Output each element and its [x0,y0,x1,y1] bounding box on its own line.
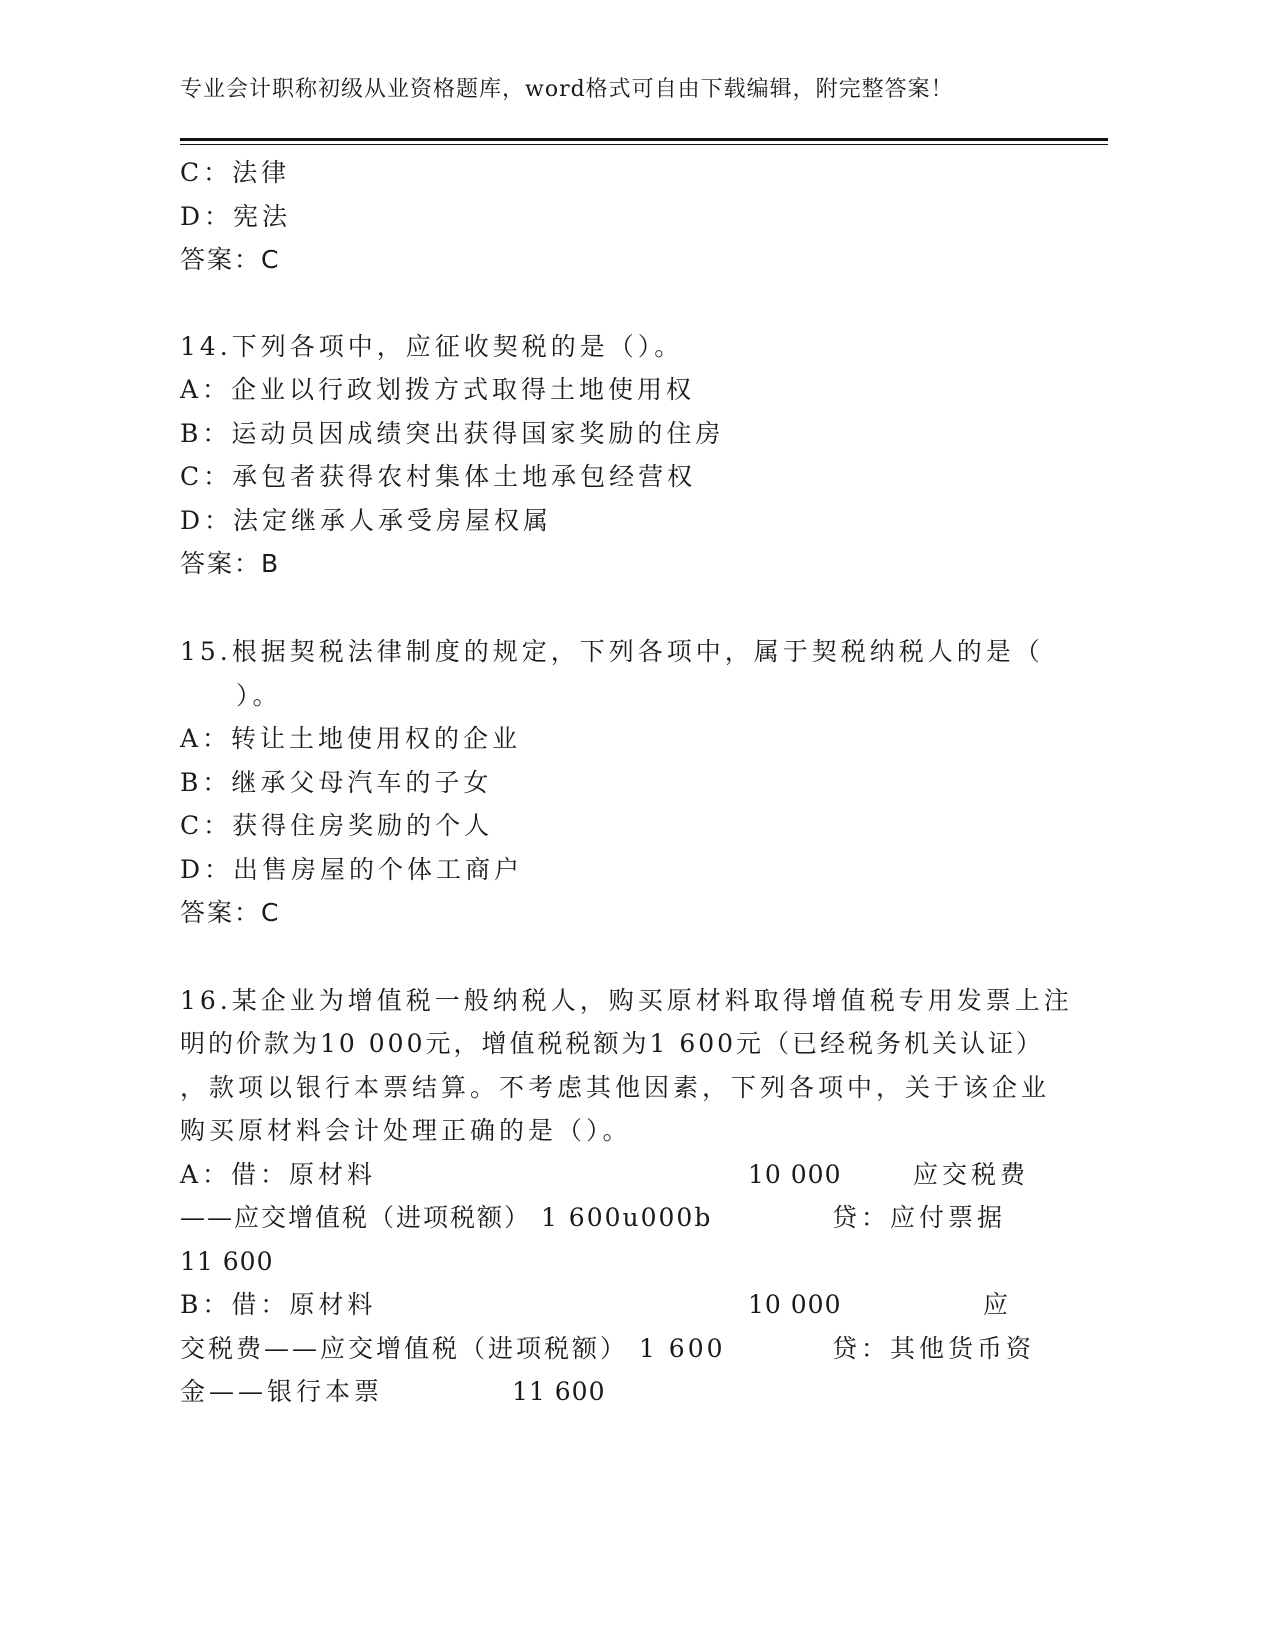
q15-option-a: A：转让土地使用权的企业 [180,724,522,753]
page-header: 专业会计职称初级从业资格题库，word格式可自由下载编辑，附完整答案！ [180,77,954,102]
q14-option-d: D：法定继承人承受房屋权属 [180,506,553,535]
q16-a-vat-line: ——应交增值税（进项税额） 1 600u000b [180,1203,713,1232]
q15-option-d: D：出售房屋的个体工商户 [180,855,524,884]
q16-a-credit-amount: 11 600 [180,1247,274,1276]
q16-a-credit-label: 贷：应付票据 [832,1203,1007,1232]
q14-option-c: C：承包者获得农村集体土地承包经营权 [180,462,697,491]
q15-stem-line2: ）。 [236,681,282,710]
q15-stem-line1: 15.根据契税法律制度的规定，下列各项中，属于契税纳税人的是（ [180,637,1044,666]
q15-option-c: C：获得住房奖励的个人 [180,811,494,840]
q16-stem-line2: 明的价款为10 000元，增值税税额为1 600元（已经税务机关认证） [180,1029,1045,1058]
q16-a-debit-label: A：借：原材料 [180,1160,377,1189]
q16-b-tax-label: 应 [983,1290,1013,1319]
q16-a-debit-amount: 10 000 [748,1160,842,1189]
header-rule-thick [180,138,1108,141]
q14-option-b: B：运动员因成绩突出获得国家奖励的住房 [180,419,725,448]
q16-b-debit-label: B：借：原材料 [180,1290,377,1319]
prev-option-c: C：法律 [180,158,291,187]
q14-stem: 14.下列各项中，应征收契税的是（）。 [180,332,684,361]
q16-a-tax-label: 应交税费 [913,1160,1030,1189]
prev-answer: 答案：C [180,245,281,274]
q14-option-a: A：企业以行政划拨方式取得土地使用权 [180,375,696,404]
prev-option-d: D：宪法 [180,202,292,231]
q16-stem-line1: 16.某企业为增值税一般纳税人，购买原材料取得增值税专用发票上注 [180,986,1073,1015]
q16-b-debit-amount: 10 000 [748,1290,842,1319]
q16-b-credit-account: 金——银行本票 [180,1377,384,1406]
q15-option-b: B：继承父母汽车的子女 [180,768,493,797]
header-rule-thin [180,144,1108,145]
q15-answer: 答案：C [180,898,281,927]
q16-stem-line4: 购买原材料会计处理正确的是（）。 [180,1116,632,1145]
q16-b-credit-amount: 11 600 [512,1377,606,1406]
q14-answer: 答案：B [180,549,281,578]
q16-b-credit-label: 贷：其他货币资 [832,1334,1036,1363]
q16-b-vat-line: 交税费——应交增值税（进项税额） 1 600 [180,1334,726,1363]
q16-stem-line3: ，款项以银行本票结算。不考虑其他因素，下列各项中，关于该企业 [180,1073,1051,1102]
